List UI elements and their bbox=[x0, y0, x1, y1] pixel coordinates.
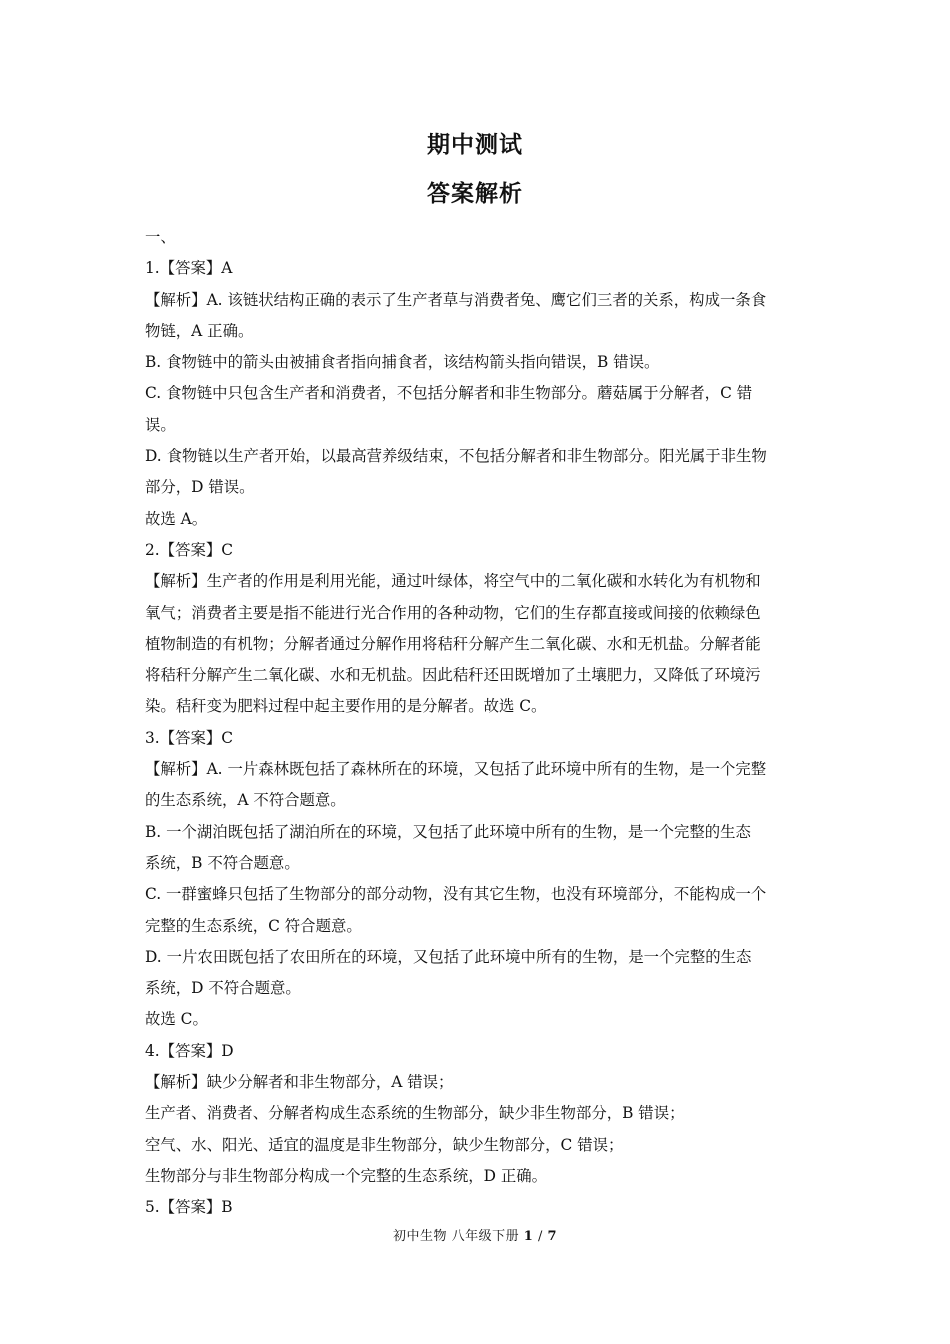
page-total: 7 bbox=[547, 1229, 558, 1244]
page-title: 期中测试 bbox=[427, 132, 523, 158]
text-line: 5.【答案】B bbox=[145, 1198, 233, 1217]
page-separator: / bbox=[533, 1229, 548, 1244]
text-line: 将秸秆分解产生二氧化碳、水和无机盐。因此秸秆还田既增加了土壤肥力，又降低了环境污 bbox=[145, 666, 761, 685]
text-line: 生产者、消费者、分解者构成生态系统的生物部分，缺少非生物部分，B 错误； bbox=[145, 1104, 685, 1123]
text-line: 生物部分与非生物部分构成一个完整的生态系统，D 正确。 bbox=[145, 1166, 547, 1185]
text-line: 的生态系统，A 不符合题意。 bbox=[145, 791, 346, 810]
page-subtitle: 答案解析 bbox=[427, 181, 523, 207]
text-line: 【解析】A. 该链状结构正确的表示了生产者草与消费者兔、鹰它们三者的关系，构成一条食 bbox=[145, 290, 767, 309]
text-line: 染。秸秆变为肥料过程中起主要作用的是分解者。故选 C。 bbox=[145, 697, 547, 716]
text-line: 空气、水、阳光、适宜的温度是非生物部分，缺少生物部分，C 错误； bbox=[145, 1135, 624, 1154]
text-line: 氧气；消费者主要是指不能进行光合作用的各种动物，它们的生存都直接或间接的依赖绿色 bbox=[145, 603, 761, 622]
text-line: B. 食物链中的箭头由被捕食者指向捕食者，该结构箭头指向错误，B 错误。 bbox=[145, 353, 660, 372]
footer-label: 初中生物 八年级下册 bbox=[392, 1229, 520, 1244]
text-line: 3.【答案】C bbox=[145, 728, 234, 747]
text-line: D. 一片农田既包括了农田所在的环境，又包括了此环境中所有的生物，是一个完整的生态 bbox=[145, 947, 752, 966]
text-line: 系统，D 不符合题意。 bbox=[145, 979, 301, 998]
text-line: C. 一群蜜蜂只包括了生物部分的部分动物，没有其它生物，也没有环境部分，不能构成一个 bbox=[145, 885, 767, 904]
text-line: 物链，A 正确。 bbox=[145, 321, 254, 340]
text-line: D. 食物链以生产者开始，以最高营养级结束，不包括分解者和非生物部分。阳光属于非生物 bbox=[145, 447, 767, 466]
page-footer bbox=[0, 1225, 950, 1244]
text-line: 系统，B 不符合题意。 bbox=[145, 853, 300, 872]
text-line: 【解析】生产者的作用是利用光能，通过叶绿体，将空气中的二氧化碳和水转化为有机物和 bbox=[145, 572, 761, 591]
text-line: 【解析】缺少分解者和非生物部分，A 错误； bbox=[145, 1073, 454, 1092]
answer-content bbox=[145, 222, 810, 1224]
text-line: 1.【答案】A bbox=[145, 259, 233, 278]
text-line: 故选 A。 bbox=[145, 509, 208, 528]
text-line: 一、 bbox=[145, 228, 176, 246]
text-line: 【解析】A. 一片森林既包括了森林所在的环境，又包括了此环境中所有的生物，是一个完整 bbox=[145, 760, 767, 779]
text-line: C. 食物链中只包含生产者和消费者，不包括分解者和非生物部分。蘑菇属于分解者，C 错 bbox=[145, 384, 753, 403]
text-line: 植物制造的有机物；分解者通过分解作用将秸秆分解产生二氧化碳、水和无机盐。分解者能 bbox=[145, 634, 761, 653]
text-line: 完整的生态系统，C 符合题意。 bbox=[145, 916, 362, 935]
text-line: 故选 C。 bbox=[145, 1010, 208, 1029]
text-line: 2.【答案】C bbox=[145, 540, 234, 559]
text-line: B. 一个湖泊既包括了湖泊所在的环境，又包括了此环境中所有的生物，是一个完整的生态 bbox=[145, 822, 751, 841]
text-line: 误。 bbox=[145, 415, 176, 434]
page-number: 1 bbox=[523, 1229, 534, 1244]
text-line: 部分，D 错误。 bbox=[145, 478, 255, 497]
text-line: 4.【答案】D bbox=[145, 1041, 234, 1060]
